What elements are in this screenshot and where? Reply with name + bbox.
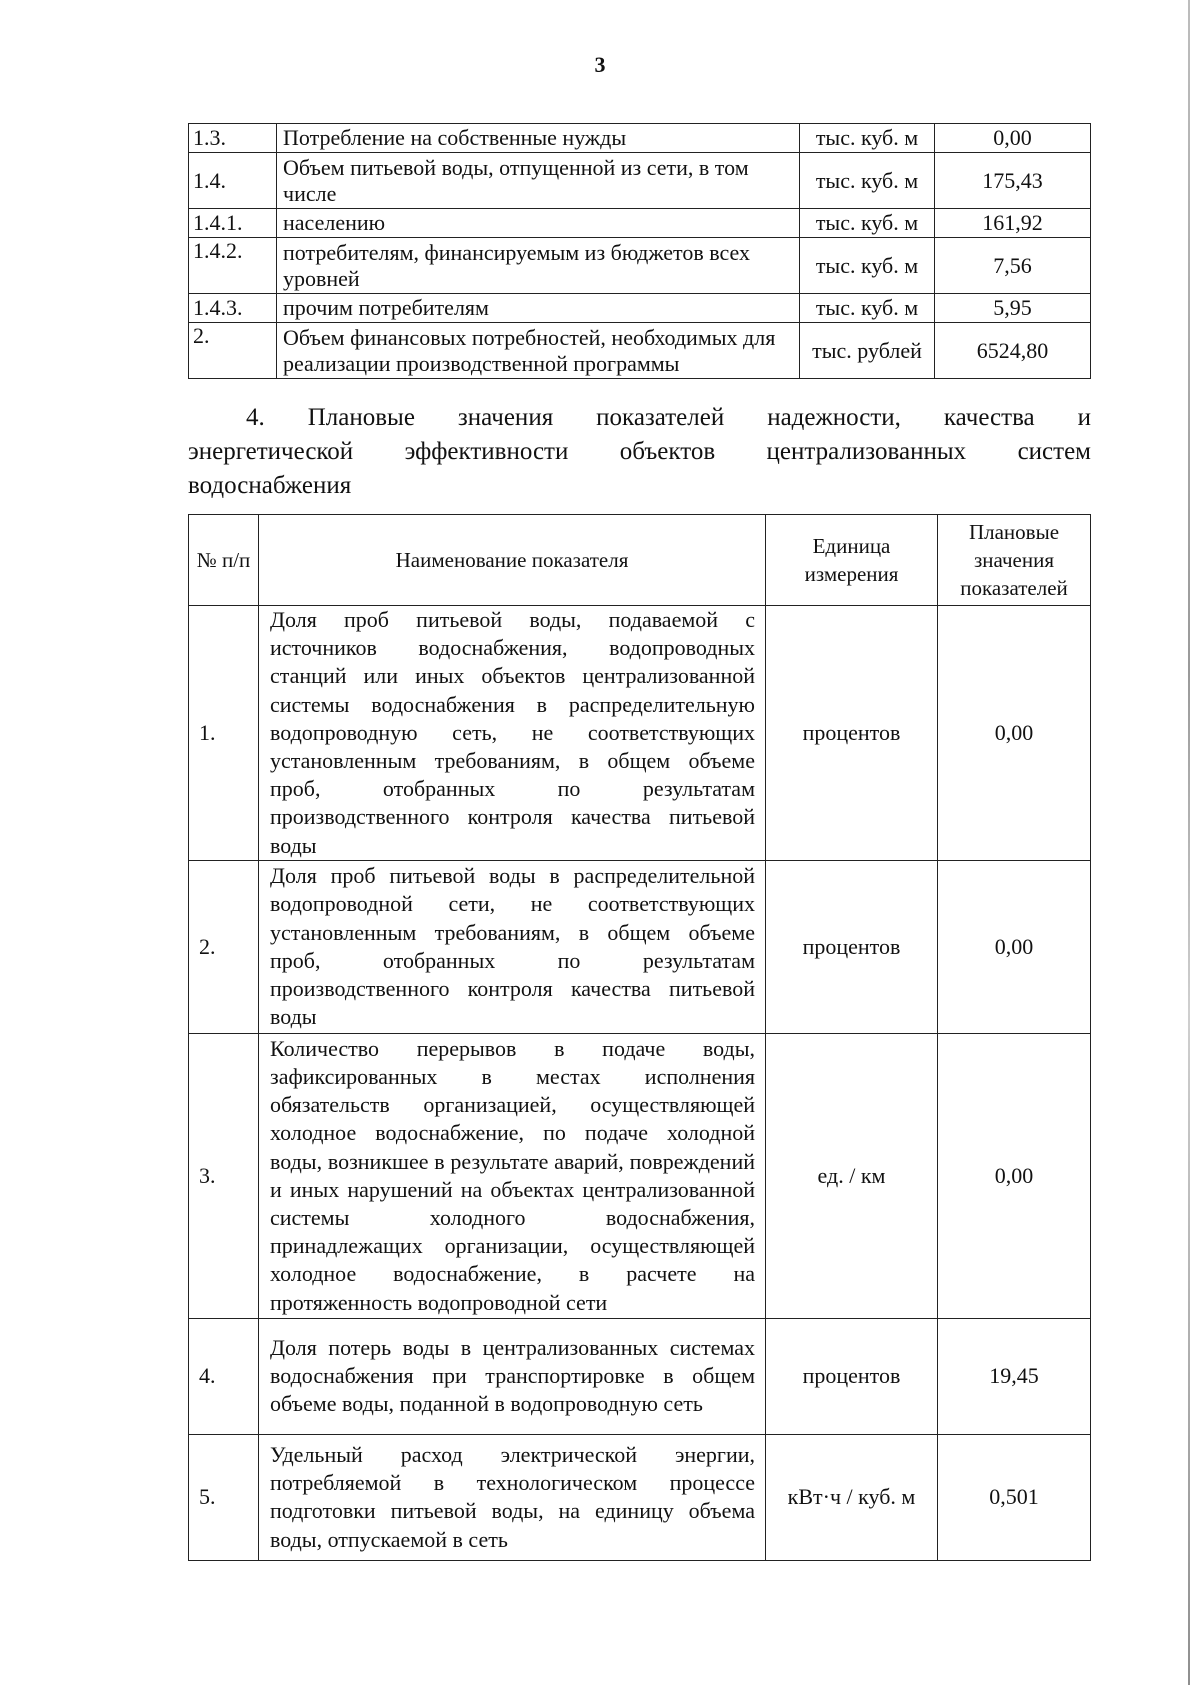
row-number: 1.4.1. <box>189 209 277 238</box>
unit-cell: процентов <box>766 1318 938 1434</box>
table-row <box>189 860 1091 1033</box>
column-header-name: Наименование показателя <box>259 515 766 606</box>
indicator-name: прочим потребителям <box>277 294 800 323</box>
value-cell: 19,45 <box>938 1318 1091 1434</box>
row-number: 2. <box>189 323 277 379</box>
table-row <box>189 209 1091 238</box>
unit-cell: процентов <box>766 860 938 1033</box>
table-row <box>189 1033 1091 1318</box>
column-header-value: Плановые значения показателей <box>938 515 1091 606</box>
row-number: 2. <box>189 860 259 1033</box>
table-row <box>189 238 1091 294</box>
unit-cell: тыс. куб. м <box>800 209 935 238</box>
unit-cell: тыс. рублей <box>800 323 935 379</box>
section-heading <box>188 401 1091 503</box>
row-number: 1.3. <box>189 124 277 153</box>
header-row <box>189 515 1091 606</box>
page-number: 3 <box>594 52 606 77</box>
production-volume-table <box>188 123 1091 379</box>
value-cell: 0,00 <box>938 1033 1091 1318</box>
table-row <box>189 1318 1091 1434</box>
row-number: 1.4.2. <box>189 238 277 294</box>
table-row <box>189 606 1091 861</box>
section-heading-line: водоснабжения <box>188 472 352 499</box>
value-cell: 6524,80 <box>935 323 1091 379</box>
column-header-unit: Единица измерения <box>766 515 938 606</box>
table-row <box>189 124 1091 153</box>
table-row <box>189 294 1091 323</box>
value-cell: 175,43 <box>935 153 1091 209</box>
indicator-name: Доля проб питьевой воды, подаваемой с источников водоснабжения, водопроводных станций или иных объектов централизованной системы водоснабжения в распределительную водопроводную сеть, не соответствующих установленным требованиям, в общем объеме проб, отобранных по результатам производственного контроля качества питьевой воды <box>259 606 766 861</box>
row-number: 4. <box>189 1318 259 1434</box>
row-number: 5. <box>189 1434 259 1560</box>
table-row <box>189 323 1091 379</box>
row-number: 3. <box>189 1033 259 1318</box>
value-cell: 7,56 <box>935 238 1091 294</box>
column-header-number: № п/п <box>189 515 259 606</box>
table-row <box>189 1434 1091 1560</box>
indicator-name: Объем финансовых потребностей, необходимых для реализации производственной программы <box>277 323 800 379</box>
unit-cell: тыс. куб. м <box>800 238 935 294</box>
unit-cell: процентов <box>766 606 938 861</box>
unit-cell: ед. / км <box>766 1033 938 1318</box>
table-row <box>189 153 1091 209</box>
row-number: 1.4.3. <box>189 294 277 323</box>
row-number: 1.4. <box>189 153 277 209</box>
unit-cell: тыс. куб. м <box>800 294 935 323</box>
unit-cell: тыс. куб. м <box>800 153 935 209</box>
section-heading-line: 4. Плановые значения показателей надежности, качества и <box>246 404 1091 431</box>
indicator-name: Удельный расход электрической энергии, потребляемой в технологическом процессе подготовки питьевой воды, на единицу объема воды, отпускаемой в сеть <box>259 1434 766 1560</box>
value-cell: 0,00 <box>938 860 1091 1033</box>
indicator-name: Объем питьевой воды, отпущенной из сети, в том числе <box>277 153 800 209</box>
indicator-name: Количество перерывов в подаче воды, зафиксированных в местах исполнения обязательств организацией, осуществляющей холодное водоснабжение, по подаче холодной воды, возникшее в результате аварий, повреждений и иных нарушений на объектах централизованной системы холодного водоснабжения, принадлежащих организации, осуществляющей холодное водоснабжение, в расчете на протяженность водопроводной сети <box>259 1033 766 1318</box>
unit-cell: тыс. куб. м <box>800 124 935 153</box>
value-cell: 0,00 <box>935 124 1091 153</box>
value-cell: 161,92 <box>935 209 1091 238</box>
row-number: 1. <box>189 606 259 861</box>
indicators-table <box>188 514 1091 1561</box>
indicator-name: населению <box>277 209 800 238</box>
indicator-name: потребителям, финансируемым из бюджетов всех уровней <box>277 238 800 294</box>
section-heading-line: энергетической эффективности объектов централизованных систем <box>188 438 1091 465</box>
indicator-name: Потребление на собственные нужды <box>277 124 800 153</box>
value-cell: 0,501 <box>938 1434 1091 1560</box>
value-cell: 5,95 <box>935 294 1091 323</box>
indicator-name: Доля потерь воды в централизованных системах водоснабжения при транспортировке в общем объеме воды, поданной в водопроводную сеть <box>259 1318 766 1434</box>
unit-cell: кВт·ч / куб. м <box>766 1434 938 1560</box>
scan-edge-mark <box>1188 0 1190 1685</box>
indicator-name: Доля проб питьевой воды в распределительной водопроводной сети, не соответствующих установленным требованиям, в общем объеме проб, отобранных по результатам производственного контроля качества питьевой воды <box>259 860 766 1033</box>
value-cell: 0,00 <box>938 606 1091 861</box>
